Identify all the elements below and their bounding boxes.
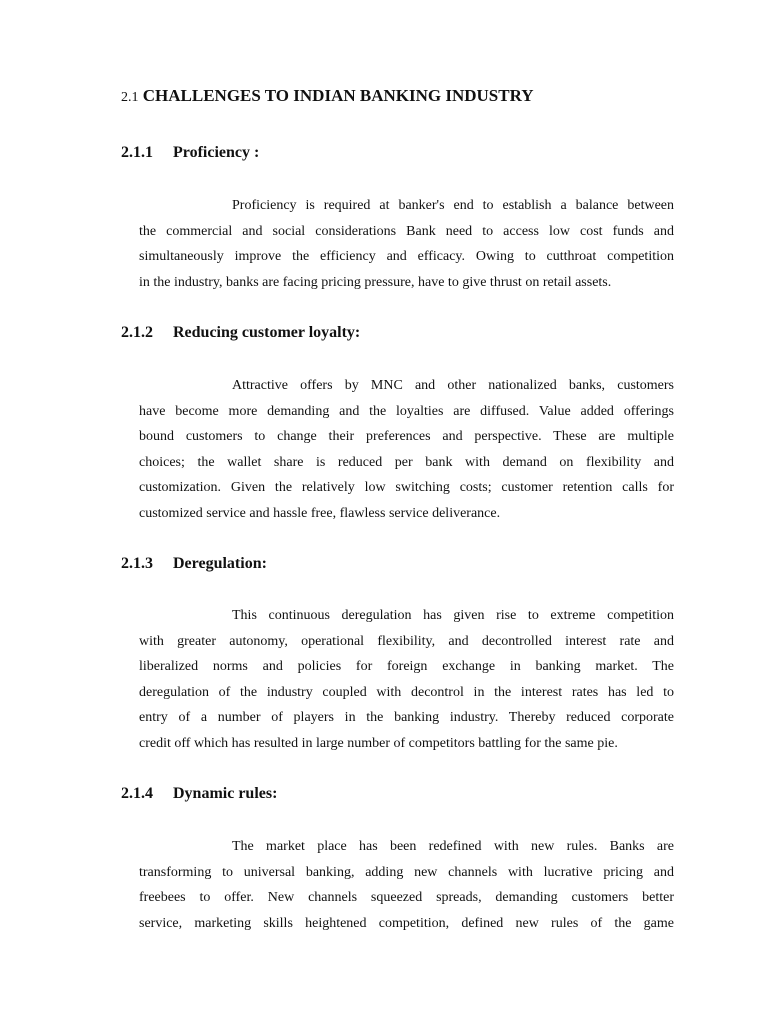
section-number: 2.1.2 [121, 324, 153, 341]
section-heading-deregulation [121, 555, 267, 573]
document-title [121, 86, 534, 106]
section-paragraph-deregulation [139, 603, 674, 756]
section-paragraph-proficiency [139, 193, 674, 295]
section-paragraph-dynamic-rules [139, 834, 674, 936]
paragraph-line: credit off which has resulted in large number of competitors battling for the same pie. [139, 735, 618, 751]
paragraph-line: customization. Given the relatively low switching costs; customer retention calls for [139, 480, 674, 495]
title-number: 2.1 [121, 90, 139, 105]
paragraph-line: Proficiency is required at banker's end to establish a balance between [232, 198, 674, 213]
paragraph-line: with greater autonomy, operational flexibility, and decontrolled interest rate and [139, 633, 674, 649]
paragraph-line: entry of a number of players in the banking industry. Thereby reduced corporate [139, 710, 674, 725]
section-paragraph-reducing-customer-loyalty [139, 373, 674, 526]
paragraph-line: simultaneously improve the efficiency and efficacy. Owing to cutthroat competition [139, 249, 674, 264]
title-text: CHALLENGES TO INDIAN BANKING INDUSTRY [142, 86, 534, 105]
section-heading-proficiency [121, 144, 259, 162]
paragraph-line: the commercial and social considerations Bank need to access low cost funds and [139, 223, 674, 239]
section-heading-text: Reducing customer loyalty: [173, 324, 361, 341]
paragraph-line: freebees to offer. New channels squeezed spreads, demanding customers better [139, 890, 674, 905]
paragraph-line: transforming to universal banking, adding new channels with lucrative pricing and [139, 864, 674, 880]
paragraph-line: service, marketing skills heightened competition, defined new rules of the game [139, 915, 674, 931]
paragraph-line: The market place has been redefined with new rules. Banks are [232, 839, 674, 854]
section-number: 2.1.1 [121, 144, 153, 161]
section-heading-dynamic-rules [121, 785, 277, 803]
section-heading-text: Deregulation: [173, 555, 267, 572]
section-heading-text: Proficiency : [173, 144, 260, 161]
section-heading-text: Dynamic rules: [173, 785, 278, 802]
paragraph-line: This continuous deregulation has given rise to extreme competition [232, 608, 674, 623]
paragraph-line: in the industry, banks are facing pricing pressure, have to give thrust on retail assets. [139, 274, 612, 290]
paragraph-line: liberalized norms and policies for foreign exchange in banking market. The [139, 659, 674, 674]
paragraph-line: bound customers to change their preferences and perspective. These are multiple [139, 429, 674, 444]
paragraph-line: choices; the wallet share is reduced per bank with demand on flexibility and [139, 454, 674, 470]
section-number: 2.1.3 [121, 555, 153, 572]
paragraph-line: Attractive offers by MNC and other nationalized banks, customers [232, 378, 674, 393]
paragraph-line: have become more demanding and the loyalties are diffused. Value added offerings [139, 403, 674, 419]
section-heading-reducing-customer-loyalty [121, 324, 360, 342]
paragraph-line: deregulation of the industry coupled with decontrol in the interest rates has led to [139, 684, 674, 700]
paragraph-line: customized service and hassle free, flawless service deliverance. [139, 505, 501, 521]
section-number: 2.1.4 [121, 785, 153, 802]
